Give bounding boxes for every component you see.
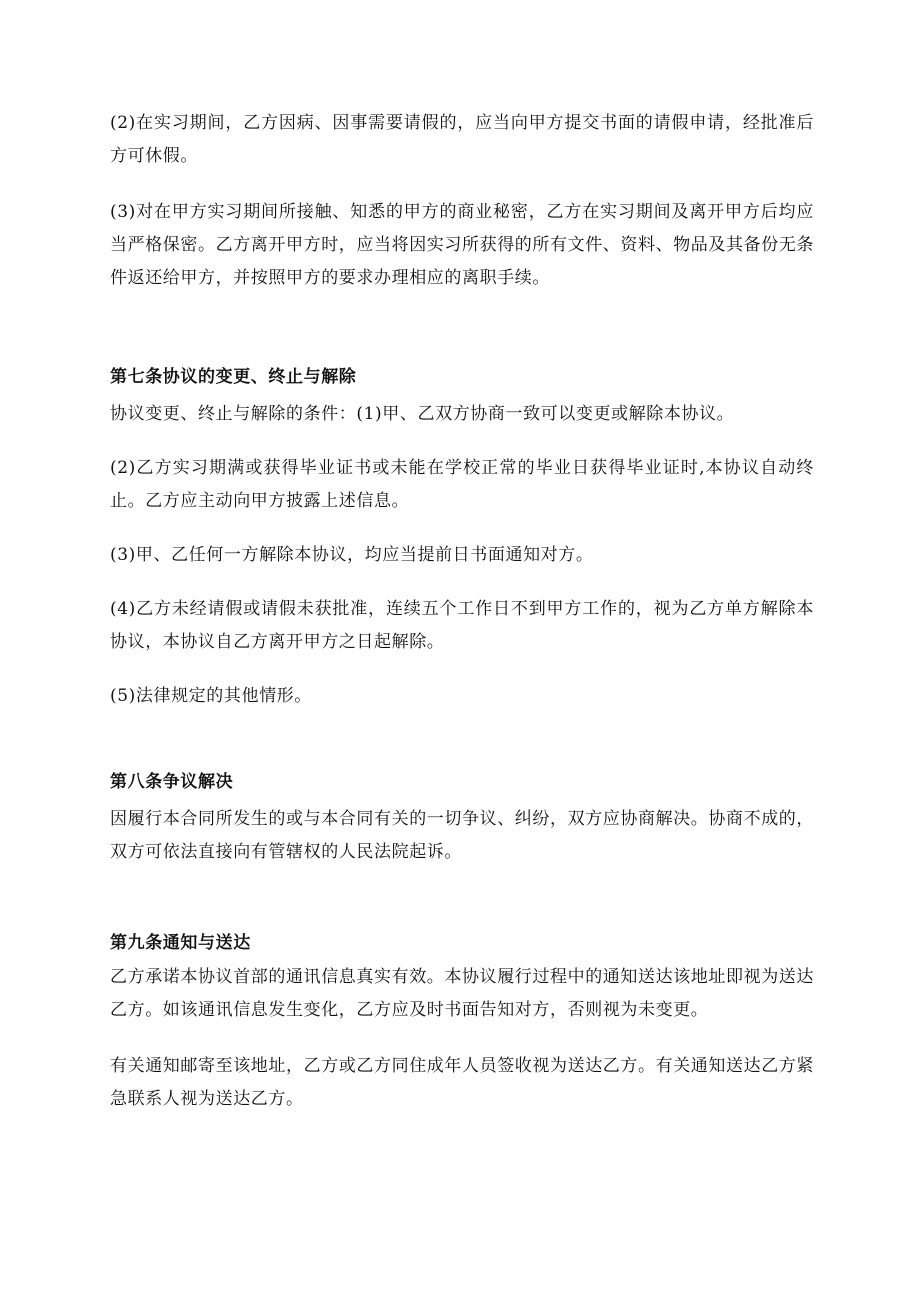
- article7-paragraph-5: (5)法律规定的其他情形。: [110, 686, 312, 706]
- article9-heading: 第九条通知与送达: [110, 933, 251, 953]
- article7-paragraph-4: (4)乙方未经请假或请假未获批准，连续五个工作日不到甲方工作的，视为乙方单方解除本协议，本协议自乙方离开甲方之日起解除。: [110, 599, 814, 652]
- article8-heading: 第八条争议解决: [110, 772, 234, 792]
- article9-paragraph-1: 乙方承诺本协议首部的通讯信息真实有效。本协议履行过程中的通知送达该地址即视为送达乙方。如该通讯信息发生变化，乙方应及时书面告知对方，否则视为未变更。: [110, 967, 814, 1020]
- article9-paragraph-2: 有关通知邮寄至该地址，乙方或乙方同住成年人员签收视为送达乙方。有关通知送达乙方紧急联系人视为送达乙方。: [110, 1056, 814, 1109]
- article7-paragraph-1: 协议变更、终止与解除的条件：(1)甲、乙双方协商一致可以变更或解除本协议。: [110, 404, 735, 424]
- paragraph-leave-request: (2)在实习期间，乙方因病、因事需要请假的，应当向甲方提交书面的请假申请，经批准后方可休假。: [110, 113, 814, 166]
- article8-paragraph-1: 因履行本合同所发生的或与本合同有关的一切争议、纠纷，双方应协商解决。协商不成的，双方可依法直接向有管辖权的人民法院起诉。: [110, 809, 814, 862]
- paragraph-confidentiality: (3)对在甲方实习期间所接触、知悉的甲方的商业秘密，乙方在实习期间及离开甲方后均应当严格保密。乙方离开甲方时，应当将因实习所获得的所有文件、资料、物品及其备份无条件返还给甲方，并按照甲方的要求办理相应的离职手续。: [110, 202, 814, 288]
- article7-heading: 第七条协议的变更、终止与解除: [110, 367, 357, 387]
- article7-paragraph-2: (2)乙方实习期满或获得毕业证书或未能在学校正常的毕业日获得毕业证时,本协议自动终止。乙方应主动向甲方披露上述信息。: [110, 458, 814, 511]
- article7-paragraph-3: (3)甲、乙任何一方解除本协议，均应当提前日书面通知对方。: [110, 545, 594, 565]
